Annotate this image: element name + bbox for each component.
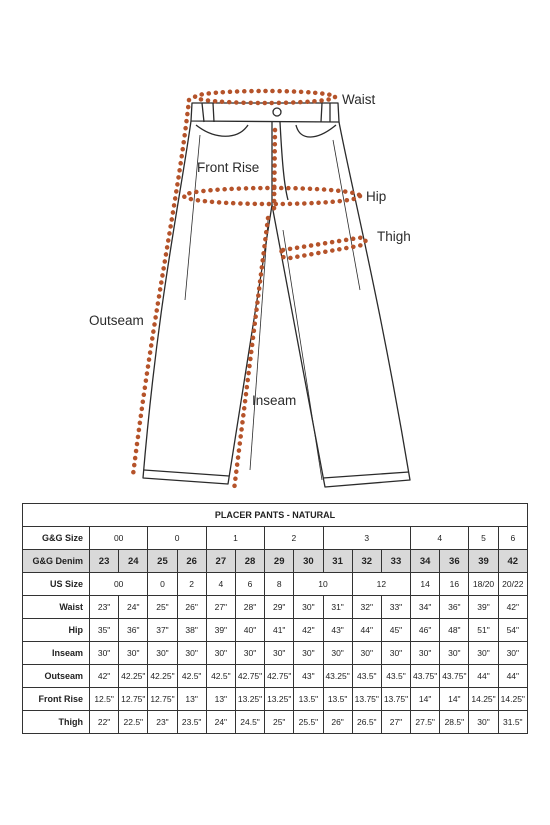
- measurement-cell: 39": [206, 619, 235, 642]
- measurement-cell: 27": [381, 711, 410, 734]
- thigh-measure: [281, 238, 366, 258]
- measurement-cell: 30": [294, 642, 323, 665]
- measurement-cell: 14": [440, 688, 469, 711]
- measurement-cell: 29": [265, 596, 294, 619]
- label-outseam: Outseam: [89, 313, 144, 328]
- denim-cell: 25: [148, 550, 177, 573]
- measurement-cell: 25.5": [294, 711, 323, 734]
- measurement-cell: 26": [323, 711, 352, 734]
- denim-cell: 36: [440, 550, 469, 573]
- measurement-cell: 13": [177, 688, 206, 711]
- denim-cell: 29: [265, 550, 294, 573]
- row-header: Inseam: [23, 642, 90, 665]
- measurement-cell: 30": [469, 711, 498, 734]
- us-size-cell: 4: [206, 573, 235, 596]
- measurement-cell: 28": [235, 596, 264, 619]
- denim-cell: 42: [498, 550, 527, 573]
- gg-size-cell: 1: [206, 527, 264, 550]
- us-size-cell: 2: [177, 573, 206, 596]
- gg-size-cell: 2: [265, 527, 323, 550]
- measurement-cell: 24.5": [235, 711, 264, 734]
- row-header: Outseam: [23, 665, 90, 688]
- us-size-cell: 14: [411, 573, 440, 596]
- measurement-cell: 27.5": [411, 711, 440, 734]
- row-header: Hip: [23, 619, 90, 642]
- measurement-cell: 42.75": [235, 665, 264, 688]
- size-chart-table: [22, 503, 528, 734]
- denim-cell: 39: [469, 550, 498, 573]
- measurement-cell: 43.75": [411, 665, 440, 688]
- measurement-cell: 30": [206, 642, 235, 665]
- measurement-cell: 51": [469, 619, 498, 642]
- measurement-cell: 30": [177, 642, 206, 665]
- measurement-cell: 13.25": [265, 688, 294, 711]
- measurement-cell: 25": [265, 711, 294, 734]
- denim-cell: 24: [119, 550, 148, 573]
- us-size-cell: 18/20: [469, 573, 498, 596]
- measurement-cell: 30": [265, 642, 294, 665]
- row-header: G&G Size: [23, 527, 90, 550]
- row-header: Front Rise: [23, 688, 90, 711]
- denim-cell: 34: [411, 550, 440, 573]
- denim-cell: 27: [206, 550, 235, 573]
- us-size-cell: 20/22: [498, 573, 527, 596]
- measurement-cell: 42.75": [265, 665, 294, 688]
- label-waist: Waist: [342, 92, 376, 107]
- measurement-cell: 42": [90, 665, 119, 688]
- measurement-cell: 23.5": [177, 711, 206, 734]
- measurement-dots: [133, 91, 366, 490]
- measurement-cell: 12.5": [90, 688, 119, 711]
- measurement-row-inseam: [23, 642, 528, 665]
- measurement-cell: 37": [148, 619, 177, 642]
- measurement-cell: 13": [206, 688, 235, 711]
- measurement-cell: 44": [498, 665, 527, 688]
- measurement-cell: 43.5": [352, 665, 381, 688]
- outseam-measure: [133, 100, 189, 475]
- measurement-cell: 28.5": [440, 711, 469, 734]
- label-hip: Hip: [366, 189, 387, 204]
- us-size-cell: 00: [90, 573, 148, 596]
- measurement-cell: 30": [469, 642, 498, 665]
- measurement-row-waist: [23, 596, 528, 619]
- measurement-cell: 34": [411, 596, 440, 619]
- row-header: Thigh: [23, 711, 90, 734]
- measurement-cell: 42.5": [177, 665, 206, 688]
- measurement-cell: 36": [440, 596, 469, 619]
- measurement-cell: 13.75": [381, 688, 410, 711]
- pants-outline: [143, 103, 410, 487]
- measurement-cell: 43.5": [381, 665, 410, 688]
- measurement-cell: 46": [411, 619, 440, 642]
- measurement-cell: 39": [469, 596, 498, 619]
- gg-size-cell: 5: [469, 527, 498, 550]
- waist-measure: [195, 91, 335, 103]
- us-size-cell: 8: [265, 573, 294, 596]
- measurement-row-hip: [23, 619, 528, 642]
- measurement-cell: 13.25": [235, 688, 264, 711]
- measurement-cell: 30": [323, 642, 352, 665]
- measurement-cell: 48": [440, 619, 469, 642]
- measurement-cell: 41": [265, 619, 294, 642]
- measurement-cell: 31.5": [498, 711, 527, 734]
- measurement-cell: 30": [90, 642, 119, 665]
- gg-size-cell: 3: [323, 527, 411, 550]
- table-title-row: [23, 504, 528, 527]
- measurement-cell: 26": [177, 596, 206, 619]
- measurement-cell: 35": [90, 619, 119, 642]
- measurement-cell: 31": [323, 596, 352, 619]
- measurement-cell: 42": [498, 596, 527, 619]
- measurement-cell: 30": [381, 642, 410, 665]
- measurement-rows: [23, 596, 528, 734]
- measurement-cell: 30": [119, 642, 148, 665]
- denim-cell: 30: [294, 550, 323, 573]
- measurement-cell: 24": [206, 711, 235, 734]
- measurement-row-outseam: [23, 665, 528, 688]
- measurement-cell: 42.5": [206, 665, 235, 688]
- measurement-cell: 14.25": [469, 688, 498, 711]
- measurement-cell: 33": [381, 596, 410, 619]
- denim-cell: 33: [381, 550, 410, 573]
- measurement-row-front-rise: [23, 688, 528, 711]
- measurement-cell: 26.5": [352, 711, 381, 734]
- measurement-cell: 42.25": [119, 665, 148, 688]
- us-size-row: [23, 573, 528, 596]
- denim-cell: 23: [90, 550, 119, 573]
- measurement-cell: 44": [352, 619, 381, 642]
- measurement-cell: 12.75": [119, 688, 148, 711]
- us-size-cell: 0: [148, 573, 177, 596]
- measurement-cell: 42.25": [148, 665, 177, 688]
- gg-size-cell: 00: [90, 527, 148, 550]
- gg-size-cell: 0: [148, 527, 206, 550]
- denim-cell: 26: [177, 550, 206, 573]
- measurement-cell: 14": [411, 688, 440, 711]
- measurement-cell: 43": [294, 665, 323, 688]
- measurement-cell: 54": [498, 619, 527, 642]
- measurement-cell: 32": [352, 596, 381, 619]
- measurement-cell: 30": [411, 642, 440, 665]
- label-front-rise: Front Rise: [197, 160, 260, 175]
- measurement-cell: 14.25": [498, 688, 527, 711]
- gg-denim-row: [23, 550, 528, 573]
- us-size-cell: 12: [352, 573, 410, 596]
- measurement-cell: 30": [352, 642, 381, 665]
- measurement-cell: 27": [206, 596, 235, 619]
- measurement-row-thigh: [23, 711, 528, 734]
- measurement-cell: 12.75": [148, 688, 177, 711]
- measurement-cell: 30": [294, 596, 323, 619]
- measurement-cell: 13.5": [294, 688, 323, 711]
- inseam-measure: [234, 218, 268, 490]
- measurement-cell: 24": [119, 596, 148, 619]
- measurement-cell: 30": [235, 642, 264, 665]
- measurement-cell: 40": [235, 619, 264, 642]
- measurement-cell: 22": [90, 711, 119, 734]
- measurement-cell: 25": [148, 596, 177, 619]
- measurement-cell: 44": [469, 665, 498, 688]
- us-size-cell: 10: [294, 573, 352, 596]
- label-thigh: Thigh: [377, 229, 411, 244]
- gg-size-cell: 6: [498, 527, 527, 550]
- measurement-cell: 23": [90, 596, 119, 619]
- table-title: PLACER PANTS - NATURAL: [23, 504, 528, 527]
- gg-size-row: [23, 527, 528, 550]
- denim-cell: 28: [235, 550, 264, 573]
- measurement-cell: 43.75": [440, 665, 469, 688]
- denim-cell: 31: [323, 550, 352, 573]
- gg-size-cell: 4: [411, 527, 469, 550]
- front-rise-measure: [274, 130, 275, 215]
- row-header: G&G Denim: [23, 550, 90, 573]
- measurement-cell: 30": [148, 642, 177, 665]
- measurement-cell: 42": [294, 619, 323, 642]
- us-size-cell: 16: [440, 573, 469, 596]
- measurement-cell: 36": [119, 619, 148, 642]
- us-size-cell: 6: [235, 573, 264, 596]
- measurement-cell: 45": [381, 619, 410, 642]
- denim-cell: 32: [352, 550, 381, 573]
- measurement-cell: 38": [177, 619, 206, 642]
- measurement-cell: 22.5": [119, 711, 148, 734]
- measurement-cell: 43.25": [323, 665, 352, 688]
- measurement-cell: 30": [498, 642, 527, 665]
- measurement-cell: 30": [440, 642, 469, 665]
- label-inseam: Inseam: [252, 393, 297, 408]
- row-header: Waist: [23, 596, 90, 619]
- measurement-cell: 13.75": [352, 688, 381, 711]
- measurement-cell: 23": [148, 711, 177, 734]
- measurement-cell: 43": [323, 619, 352, 642]
- row-header: US Size: [23, 573, 90, 596]
- measurement-cell: 13.5": [323, 688, 352, 711]
